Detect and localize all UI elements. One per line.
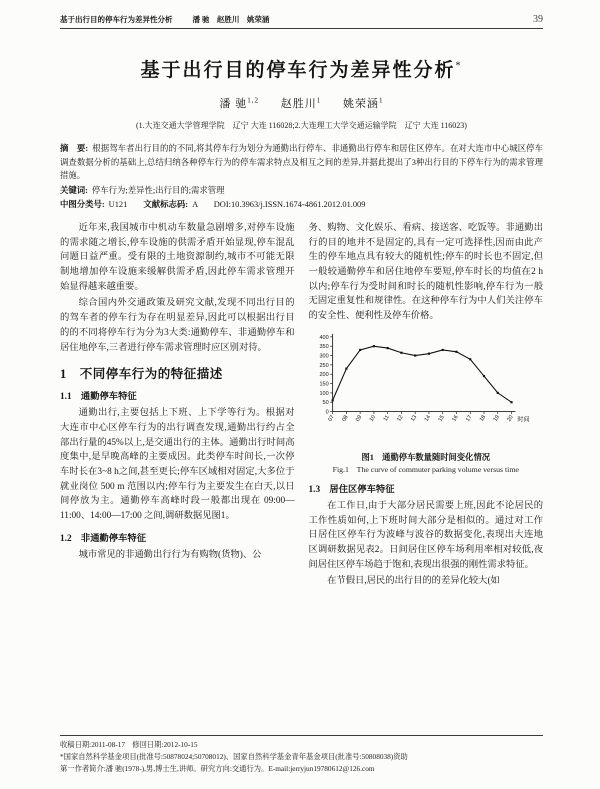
- svg-text:250: 250: [319, 362, 329, 369]
- author-1: [220, 98, 260, 110]
- clc-label: 中图分类号:: [60, 200, 105, 210]
- keywords-label: 关键词:: [60, 185, 88, 195]
- svg-text:150: 150: [319, 381, 329, 388]
- svg-text:350: 350: [319, 344, 329, 351]
- svg-text:16: 16: [451, 414, 460, 423]
- svg-text:08: 08: [340, 414, 350, 423]
- keywords-text: 停车行为;差异性;出行目的;需求管理: [91, 185, 225, 195]
- abstract-paragraph: [60, 142, 543, 183]
- svg-text:19: 19: [492, 414, 501, 423]
- svg-text:12: 12: [396, 414, 405, 423]
- section-1-3-heading: 1.3 居住区停车特征: [308, 484, 395, 495]
- svg-text:400: 400: [319, 334, 329, 341]
- svg-text:10: 10: [368, 414, 377, 423]
- svg-text:20: 20: [506, 414, 515, 423]
- footnote-block: [60, 735, 543, 776]
- svg-text:200: 200: [319, 372, 329, 379]
- running-head: [60, 12, 543, 29]
- svg-text:300: 300: [319, 353, 329, 360]
- svg-text:18: 18: [478, 414, 487, 423]
- author-2-affil-mark: 1: [316, 96, 322, 105]
- svg-text:100: 100: [319, 390, 329, 397]
- figure-1-caption-cn: 图1 通勤停车数量随时间变化情况: [361, 452, 491, 462]
- page-number: 39: [533, 14, 543, 25]
- paper-title-text: 基于出行目的停车行为差异性分析: [140, 60, 456, 81]
- abstract-label: 摘 要:: [60, 144, 89, 153]
- clc-value: U121: [108, 200, 128, 210]
- doc-code-value: A: [192, 200, 198, 210]
- running-head-left: [60, 14, 269, 25]
- abstract-block: [60, 142, 543, 212]
- svg-text:0: 0: [325, 409, 329, 416]
- author-line: [60, 95, 543, 111]
- section-1-heading: 1 不同停车行为的特征描述: [60, 367, 223, 382]
- svg-text:15: 15: [437, 414, 446, 423]
- author-1-name: 潘 驰: [219, 98, 248, 110]
- svg-text:09: 09: [354, 414, 364, 423]
- paragraph: 近年来,我国城市中机动车数量急剧增多,对停车设施的需求随之增长,停车设施的供需矛盾开始显现,停车混乱问题日益严重。受有限的土地资源制约,城市不可能无限制地增加停车设施来缓解供需矛盾,因此停车需求管理开始显得越来越重要。: [60, 223, 295, 292]
- paragraph: 务、购物、文化娱乐、看病、接送客、吃饭等。非通勤出行的目的地并不是固定的,具有一定可选择性,因而由此产生的停车地点具有较大的随机性;停车的时长也不固定,但一般较通勤停车和居住地停车要短,停车时长的均值在2 h以内;停车行为受时间和时长的随机性影响,停车行为一般无固定重复性和规律性。在这种停车行为中人们关注停车的安全性、便利性及停车价格。: [308, 223, 543, 322]
- section-1-2-heading: 1.2 非通勤停车特征: [60, 533, 146, 544]
- abstract-text: 根据驾车者出行目的的不同,将其停车行为划分为通勤出行停车、非通勤出行停车和居住区停车。在对大连市中心城区停车调查数据分析的基础上,总结归纳各种停车行为的停车需求特点及相互之间的差异,并据此提出了3种出行目的下停车行为的需求管理措施。: [60, 144, 543, 181]
- title-footnote-mark: *: [455, 60, 463, 72]
- doc-code-label: 文献标志码:: [143, 200, 189, 210]
- classification-line: [60, 198, 543, 212]
- first-author-bio: 第一作者简介:潘 驰(1978-),男,博士生,讲师。研究方向:交通行为。E-mail:jerryjun19780612@126.com: [60, 764, 375, 774]
- figure-1-caption: [309, 451, 544, 475]
- svg-text:13: 13: [409, 414, 419, 423]
- received-dates: 收稿日期:2011-08-17 修回日期:2012-10-15: [60, 740, 198, 750]
- author-2: [281, 98, 322, 110]
- affiliation: (1.大连交通大学管理学院 辽宁 大连 116028;2.大连理工大学交通运输学院 辽宁 大连 116023): [136, 121, 467, 130]
- doi: DOI:10.3963/j.ISSN.1674-4861.2012.01.009: [213, 200, 366, 210]
- commuter-parking-line-chart: [309, 329, 543, 445]
- svg-text:17: 17: [464, 414, 474, 423]
- body-columns: [60, 221, 543, 591]
- svg-text:07: 07: [327, 414, 336, 423]
- figure-1: [309, 329, 544, 475]
- svg-text:14: 14: [423, 414, 432, 423]
- svg-text:时间: 时间: [517, 417, 530, 424]
- keywords-line: [60, 184, 543, 198]
- figure-1-caption-en: Fig.1 The curve of commuter parking volume versus time: [332, 464, 519, 474]
- author-2-name: 赵胜川: [280, 98, 317, 110]
- paragraph: 在节假日,居民的出行目的的差异化较大(如: [327, 576, 500, 587]
- section-1-1-heading: 1.1 通勤停车特征: [60, 392, 137, 403]
- svg-text:50: 50: [322, 400, 329, 407]
- author-3-affil-mark: 1: [379, 96, 384, 105]
- author-3-name: 姚荣涵: [343, 98, 379, 110]
- funding-note: *国家自然科学基金项目(批准号:50878024;50708012)、国家自然科学基金青年基金项目(批准号:50808038)资助: [60, 752, 408, 762]
- running-authors: 潘 驰 赵胜川 姚荣涵: [192, 15, 270, 24]
- paper-title: [60, 55, 543, 82]
- svg-text:11: 11: [382, 414, 391, 423]
- left-column: [60, 221, 295, 591]
- paragraph: 城市常见的非通勤出行行为有购物(货物)、公: [78, 549, 262, 560]
- author-3: [343, 98, 384, 110]
- paragraph: 综合国内外交通政策及研究文献,发现不同出行目的的驾车者的停车行为存在明显差异,因此可以根据出行目的的不同将停车行为分为3大类:通勤停车、非通勤停车和居住地停车,三者进行停车需求管理时应区别对待。: [60, 298, 295, 353]
- running-title: 基于出行目的停车行为差异性分析: [60, 15, 173, 24]
- right-column: [309, 221, 544, 591]
- paragraph: 在工作日,由于大部分居民需要上班,因此不论居民的工作性质如何,上下班时间大部分是相似的。通过对工作日居住区停车行为波峰与波谷的数据变化,表现出大连地区调研数据见表2。日间居住区停车场利用率相对较低,夜间居住区停车场趋于饱和,表现出很强的刚性需求特征。: [308, 500, 543, 570]
- paragraph: 通勤出行,主要包括上下班、上下学等行为。根据对大连市中心区停车行为的出行调查发现,通勤出行约占全部出行量的45%以上,是交通出行的主体。通勤出行时间高度集中,是早晚高峰的主要成因。此类停车时间长,一次停车时长在3~8 h之间,甚至更长;停车区域相对固定,大多位于就业岗位 500 m 范围以内;停车行为主要发生在白天,以日间停放为主。通勤停车高峰时段一般都出现在 09:00—11:00、14:00—17:00 之间,调研数据见图1。: [60, 408, 295, 522]
- author-1-affil-mark: 1,2: [247, 96, 259, 105]
